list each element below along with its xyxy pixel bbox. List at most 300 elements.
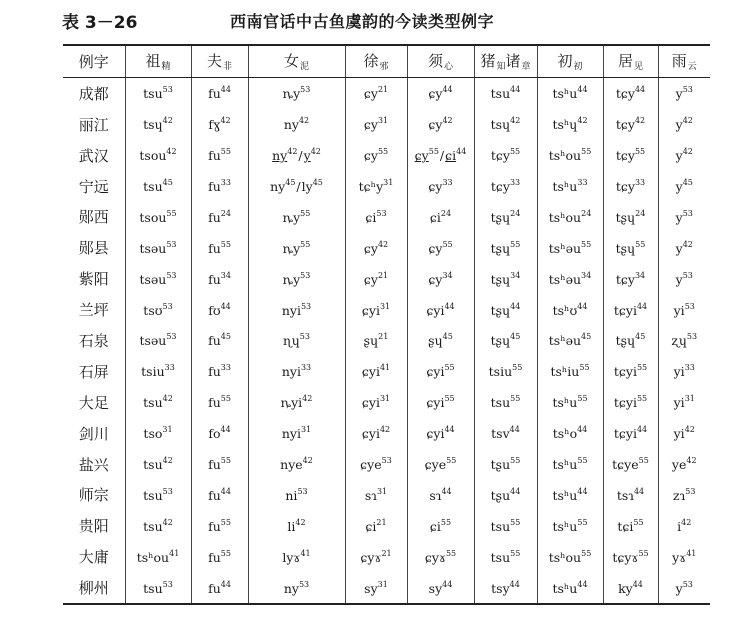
tone-value: 55 [638,456,649,466]
reading-cell [248,325,345,356]
reading [429,580,453,596]
syllable: ɕyi [361,426,380,442]
reading [139,332,176,348]
reading-cell [125,77,191,108]
syllable: tʂɥ [490,302,511,318]
reading [137,549,180,565]
variant-separator: / [298,148,303,164]
reading [426,425,454,441]
syllable: y [675,117,683,133]
reading-cell [537,171,603,202]
reading-cell [191,356,248,387]
tone-value: 33 [442,178,453,187]
reading [553,302,588,318]
reading [208,116,230,132]
reading-cell [603,356,658,387]
column-initial: 精 [161,62,171,73]
place-name: 石泉 [63,325,125,356]
tone-value: 42 [377,239,389,249]
syllable: y [675,179,683,194]
syllable: ɕy [363,86,378,102]
reading [208,332,231,348]
reading-cell [248,232,345,263]
reading [549,240,591,256]
tone-value: 45 [682,178,693,187]
column-char: 雨 [671,52,687,71]
reading [491,580,520,596]
tone-value: 44 [577,301,588,311]
reading-cell [191,325,248,356]
reading-cell [603,387,658,418]
reading-cell [191,572,248,604]
reading-cell [345,356,407,387]
column-char: 猪 [480,52,496,71]
reading-cell [125,356,191,387]
place-name: 盐兴 [63,449,125,480]
reading [282,302,311,318]
place-name: 紫阳 [63,263,125,294]
column-initial: 泥 [300,62,310,73]
reading [284,580,309,596]
reading [143,518,173,534]
reading-cell [345,140,407,171]
underlined-syllable: ny [272,148,288,164]
reading [208,178,231,194]
reading-cell [248,418,345,449]
tone-value: 53 [162,579,173,589]
tone-value: 55 [512,363,523,373]
syllable: ɕyi [426,302,445,318]
table-title: 西南官话中古鱼虞韵的今读类型例字 [230,12,495,31]
table-row [63,77,710,108]
reading [143,178,173,194]
reading [364,240,388,256]
syllable: tɕy [490,179,510,194]
tone-value: 44 [510,486,521,496]
table-row [63,201,710,232]
place-name: 丽江 [63,109,125,140]
reading-cell [248,572,345,604]
tone-value: 33 [509,178,521,187]
column-header [537,45,603,77]
reading-cell [191,418,248,449]
tone-value: 55 [510,548,521,558]
reading [491,425,520,441]
reading [283,271,311,287]
reading [208,240,231,256]
syllable: ky [618,580,633,596]
syllable: tsu [490,549,511,565]
tone-value: 44 [456,147,467,157]
syllable: i [677,518,682,534]
reading [208,518,231,534]
reading-cell [474,325,537,356]
tone-value: 24 [440,208,452,218]
syllable: tʂɥ [615,209,636,225]
reading [428,178,452,194]
reading [364,332,389,348]
reading [430,209,451,225]
reading [283,332,310,348]
reading [674,302,695,318]
reading-cell [125,325,191,356]
syllable: ɕyɤ [424,549,446,565]
reading [617,518,643,534]
variant-separator: / [296,179,301,194]
reading [491,116,521,132]
reading-cell [407,232,474,263]
tone-value: 44 [577,579,588,589]
reading-cell [603,479,658,510]
tone-value: 45 [635,332,646,342]
reading [425,456,457,472]
tone-value: 42 [166,147,177,157]
syllable: tsu [143,518,163,534]
reading-cell [474,201,537,232]
tone-value: 53 [300,270,311,280]
reading-cell [125,171,191,202]
reading-cell [603,263,658,294]
reading [549,209,592,225]
syllable: ɕy [428,86,443,102]
syllable: yi [673,395,685,411]
tone-value: 21 [376,517,387,527]
syllable: ɕy [428,271,443,287]
column-header [191,45,248,77]
reading-cell [125,572,191,604]
tone-value: 31 [379,301,391,311]
reading [208,271,231,287]
syllable: tsu [143,395,163,411]
tone-value: 42 [510,116,521,126]
place-name: 柳州 [63,572,125,604]
tone-value: 45 [220,332,231,342]
tone-value: 44 [634,85,646,95]
reading [614,302,647,318]
column-header [603,45,658,77]
tone-value: 24 [581,208,592,218]
tone-value: 42 [302,456,313,466]
syllable: sy [364,580,378,596]
syllable: tʂɥ [490,271,511,287]
tone-value: 33 [164,363,175,373]
reading [616,271,645,287]
place-name: 大足 [63,387,125,418]
reading-cell [345,479,407,510]
reading [552,518,587,534]
reading [616,116,645,132]
reading-cell [537,572,603,604]
reading [362,394,390,410]
tone-value: 24 [635,208,646,218]
column-header [125,45,191,77]
tone-value: 44 [577,425,588,435]
column-initial-2: 章 [521,62,531,73]
reading [143,85,173,101]
reading [676,85,693,101]
tone-value: 42 [162,394,173,404]
reading [282,549,310,565]
reading [491,271,521,287]
reading-cell [125,294,191,325]
tone-value: 53 [166,332,177,342]
syllable: fu [208,209,221,225]
tone-value: 42 [442,116,453,126]
syllable: nyi [281,364,301,380]
syllable: fu [208,364,221,380]
syllable: tsʰou [548,209,582,225]
table-caption [62,8,712,32]
syllable: yi [673,302,685,318]
tone-value: 42 [298,116,310,126]
syllable: ɕi [429,209,441,225]
tone-value: 42 [302,394,313,404]
syllable: tsəu [139,271,167,287]
syllable: ʂɥ [363,333,379,349]
tone-value: 55 [579,363,590,373]
reading-cell [603,541,658,572]
reading [365,518,386,534]
tone-value: 55 [300,208,311,218]
reading-cell [603,232,658,263]
place-name: 武汉 [63,140,125,171]
table-row [63,325,710,356]
syllable: sɿ [429,487,442,503]
syllable: tsy [491,580,510,596]
tone-value: 55 [635,239,646,249]
reading-cell [658,294,710,325]
syllable: tsu [143,86,163,102]
table-number: 表 3－26 [62,13,138,33]
reading [616,209,646,225]
tone-value: 42 [295,517,306,527]
tone-value: 44 [510,85,521,95]
reading-cell [658,541,710,572]
reading [549,147,592,163]
tone-value: 24 [510,208,521,218]
reading [281,394,313,410]
reading-cell [658,201,710,232]
reading-cell [603,325,658,356]
reading-cell [345,449,407,480]
reading-cell [407,449,474,480]
reading [143,302,172,318]
tone-value: 42 [162,517,173,527]
table-row [63,294,710,325]
syllable: ɕy [363,271,378,287]
reading [491,302,521,318]
reading [552,580,587,596]
place-name: 剑川 [63,418,125,449]
syllable: y [675,271,683,287]
reading [208,425,230,441]
place-name: 宁远 [63,171,125,202]
syllable: ɕy [428,179,443,194]
syllable: ni [285,487,298,503]
reading-cell [407,171,474,202]
reading-cell [125,541,191,572]
reading [552,487,587,503]
tone-value: 55 [633,517,644,527]
column-char: 徐 [363,52,379,71]
syllable: ye [671,457,687,473]
reading-cell [658,449,710,480]
reading [549,271,591,287]
syllable: yi [673,364,685,380]
table-row [63,418,710,449]
syllable: y [675,209,683,225]
reading-cell [603,449,658,480]
syllable: ȵy [282,240,301,256]
tone-value: 44 [636,301,648,311]
tone-value: 42 [634,116,646,126]
tone-value: 55 [577,456,588,466]
syllable: tɕyɤ [612,549,639,565]
place-name: 郧县 [63,232,125,263]
reading [426,394,454,410]
reading [612,549,648,565]
column-char: 祖 [145,52,161,71]
column-header [474,45,537,77]
syllable: tsəu [139,333,167,349]
tone-value: 44 [510,301,521,311]
reading [672,456,697,472]
reading [208,85,231,101]
syllable: tsʰəu [548,240,582,256]
reading-cell [407,109,474,140]
tone-value: 42 [682,147,693,157]
syllable: tsʰou [548,549,582,565]
tone-value: 21 [378,332,389,342]
tone-value: 34 [510,270,521,280]
syllable: ɕyi [361,395,380,411]
header-row [63,45,710,77]
tone-value: 55 [220,517,231,527]
syllable: ɕyɤ [360,549,382,565]
syllable: tʂu [490,487,511,503]
reading-cell [603,294,658,325]
column-initial: 见 [634,62,644,73]
syllable: sɿ [364,487,377,503]
syllable: ȵy [282,271,301,287]
tone-value: 31 [684,394,695,404]
reading [364,271,388,287]
tone-value: 55 [577,517,588,527]
tone-value: 55 [300,239,311,249]
reading [208,487,231,503]
tone-value: 53 [162,301,173,311]
tone-value: 45 [162,178,173,187]
reading [364,116,388,132]
reading [143,456,173,472]
reading-cell [191,77,248,108]
tone-value: 44 [442,85,453,95]
reading [676,209,693,225]
reading-cell [191,109,248,140]
tone-value: 33 [684,363,695,373]
tone-value: 21 [377,85,389,95]
reading-cell [125,510,191,541]
reading-cell [474,263,537,294]
tone-value: 31 [383,178,394,187]
tone-value: 44 [220,85,231,95]
syllable: fu [208,487,221,503]
reading-cell [474,572,537,604]
reading-cell [537,263,603,294]
reading [614,425,647,441]
syllable: ɕy [363,117,378,133]
tone-value: 53 [299,332,310,342]
reading [552,394,587,410]
tone-value: 55 [638,548,649,558]
syllable: tɕʰy [358,179,384,194]
tone-value: 33 [577,178,588,187]
syllable: ɕye [424,457,447,473]
reading-cell [474,356,537,387]
reading-cell [537,294,603,325]
column-char: 夫 [206,52,222,71]
syllable: tsʰo [552,426,578,442]
reading-cell [345,201,407,232]
reading-cell [407,356,474,387]
reading-cell [658,479,710,510]
table-row [63,140,710,171]
syllable: tsʰəu [548,271,582,287]
reading-cell [537,479,603,510]
syllable: ɕyi [361,364,380,380]
tone-value: 55 [581,548,592,558]
syllable: tsu [490,86,511,102]
reading-cell [603,572,658,604]
reading [676,147,693,163]
reading [428,85,452,101]
reading-cell [191,449,248,480]
reading [282,363,311,379]
reading [415,147,467,163]
tone-value: 45 [581,332,592,342]
reading [616,240,646,256]
syllable: tsu [143,487,163,503]
syllable: tɕy [615,179,635,194]
tone-value: 31 [379,394,391,404]
reading [360,549,391,565]
tone-value: 55 [634,147,646,157]
reading [362,302,390,318]
reading-cell [248,449,345,480]
reading-cell [345,572,407,604]
tone-value: 55 [220,456,231,466]
reading [491,332,521,348]
reading [364,580,388,596]
reading [491,549,521,565]
column-header [407,45,474,77]
reading [272,147,321,163]
tone-value: 34 [581,270,592,280]
reading-cell [658,325,710,356]
reading [426,302,454,318]
reading [616,147,645,163]
reading [676,116,693,132]
syllable: tsɥ [490,117,511,133]
reading-cell [248,171,345,202]
tone-value: 55 [446,456,457,466]
reading [612,456,649,472]
reading-cell [407,510,474,541]
reading [552,85,587,101]
reading-cell [345,541,407,572]
reading-cell [191,541,248,572]
tone-value: 44 [509,425,520,435]
